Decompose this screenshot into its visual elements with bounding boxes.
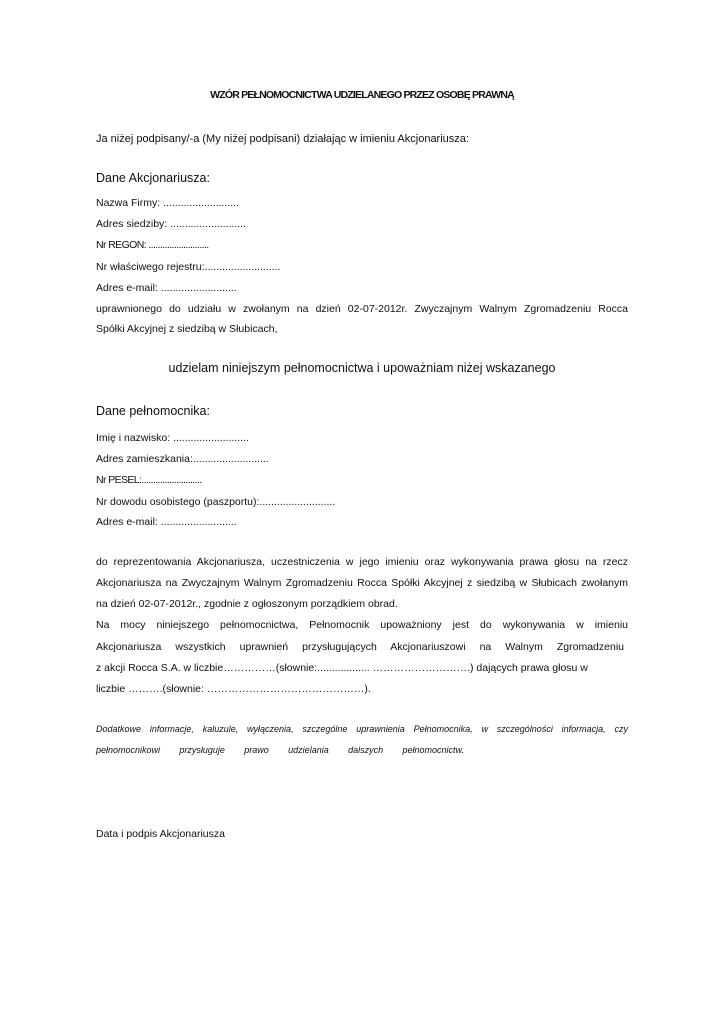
signature-label: Data i podpis Akcjonariusza — [96, 828, 225, 840]
shareholder-heading: Dane Akcjonariusza: — [96, 171, 210, 185]
regon-field: Nr REGON: .......................... — [96, 239, 209, 251]
grant-statement: udzielam niniejszym pełnomocnictwa i upoważniam niżej wskazanego — [168, 361, 556, 375]
power-line: Na mocy niniejszego pełnomocnictwa, Pełnomocnik upoważniony jest do wykonywania w imieniu — [96, 619, 628, 631]
representation-line: do reprezentowania Akcjonariusza, uczestniczenia w jego imieniu oraz wykonywania prawa głosu na rzecz — [96, 556, 628, 568]
representation-line: Akcjonariusza na Zwyczajnym Walnym Zgromadzeniu Rocca Spółki Akcyjnej z siedzibą w Słubicach zwołanym — [96, 577, 628, 589]
pesel-field: Nr PESEL:.......................... — [96, 474, 202, 486]
proxy-address-field: Adres zamieszkania:.......................... — [96, 453, 269, 465]
shareholder-email-field: Adres e-mail: .......................... — [96, 282, 237, 294]
registered-office-field: Adres siedziby: .......................... — [96, 218, 246, 230]
authorization-line: uprawnionego do udziału w zwołanym na dzień 02-07-2012r. Zwyczajnym Walnym Zgromadzeniu Rocca — [96, 303, 628, 315]
id-document-field: Nr dowodu osobistego (paszportu):.......................... — [96, 496, 336, 508]
power-line: z akcji Rocca S.A. w liczbie……………(słownie:.................. ……………………….) dających prawa głosu w — [96, 662, 588, 674]
company-name-field: Nazwa Firmy: .......................... — [96, 197, 239, 209]
power-line: Akcjonariusza wszystkich uprawnień przysługujących Akcjonariuszowi na Walnym Zgromadzeniu — [96, 641, 624, 653]
additional-info-line: pełnomocnikowi przysługuje prawo udzielania dalszych pełnomocnictw. — [96, 745, 464, 755]
proxy-name-field: Imię i nazwisko: .......................... — [96, 432, 249, 444]
document-title: WZÓR PEŁNOMOCNICTWA UDZIELANEGO PRZEZ OSOBĘ PRAWNĄ — [210, 89, 514, 101]
proxy-heading: Dane pełnomocnika: — [96, 404, 210, 418]
register-number-field: Nr właściwego rejestru:.......................... — [96, 261, 281, 273]
power-line: liczbie ……….(słownie: ………………………………………). — [96, 683, 371, 695]
representation-line: na dzień 02-07-2012r., zgodnie z ogłoszonym porządkiem obrad. — [96, 598, 398, 610]
authorization-line: Spółki Akcyjnej z siedzibą w Słubicach, — [96, 323, 278, 335]
intro-text: Ja niżej podpisany/-a (My niżej podpisani) działając w imieniu Akcjonariusza: — [96, 133, 469, 145]
proxy-email-field: Adres e-mail: .......................... — [96, 516, 237, 528]
additional-info-line: Dodatkowe informacje, kaluzule, wyłączenia, szczególne uprawnienia Pełnomocnika, w szczególności informacja, czy — [96, 724, 628, 734]
